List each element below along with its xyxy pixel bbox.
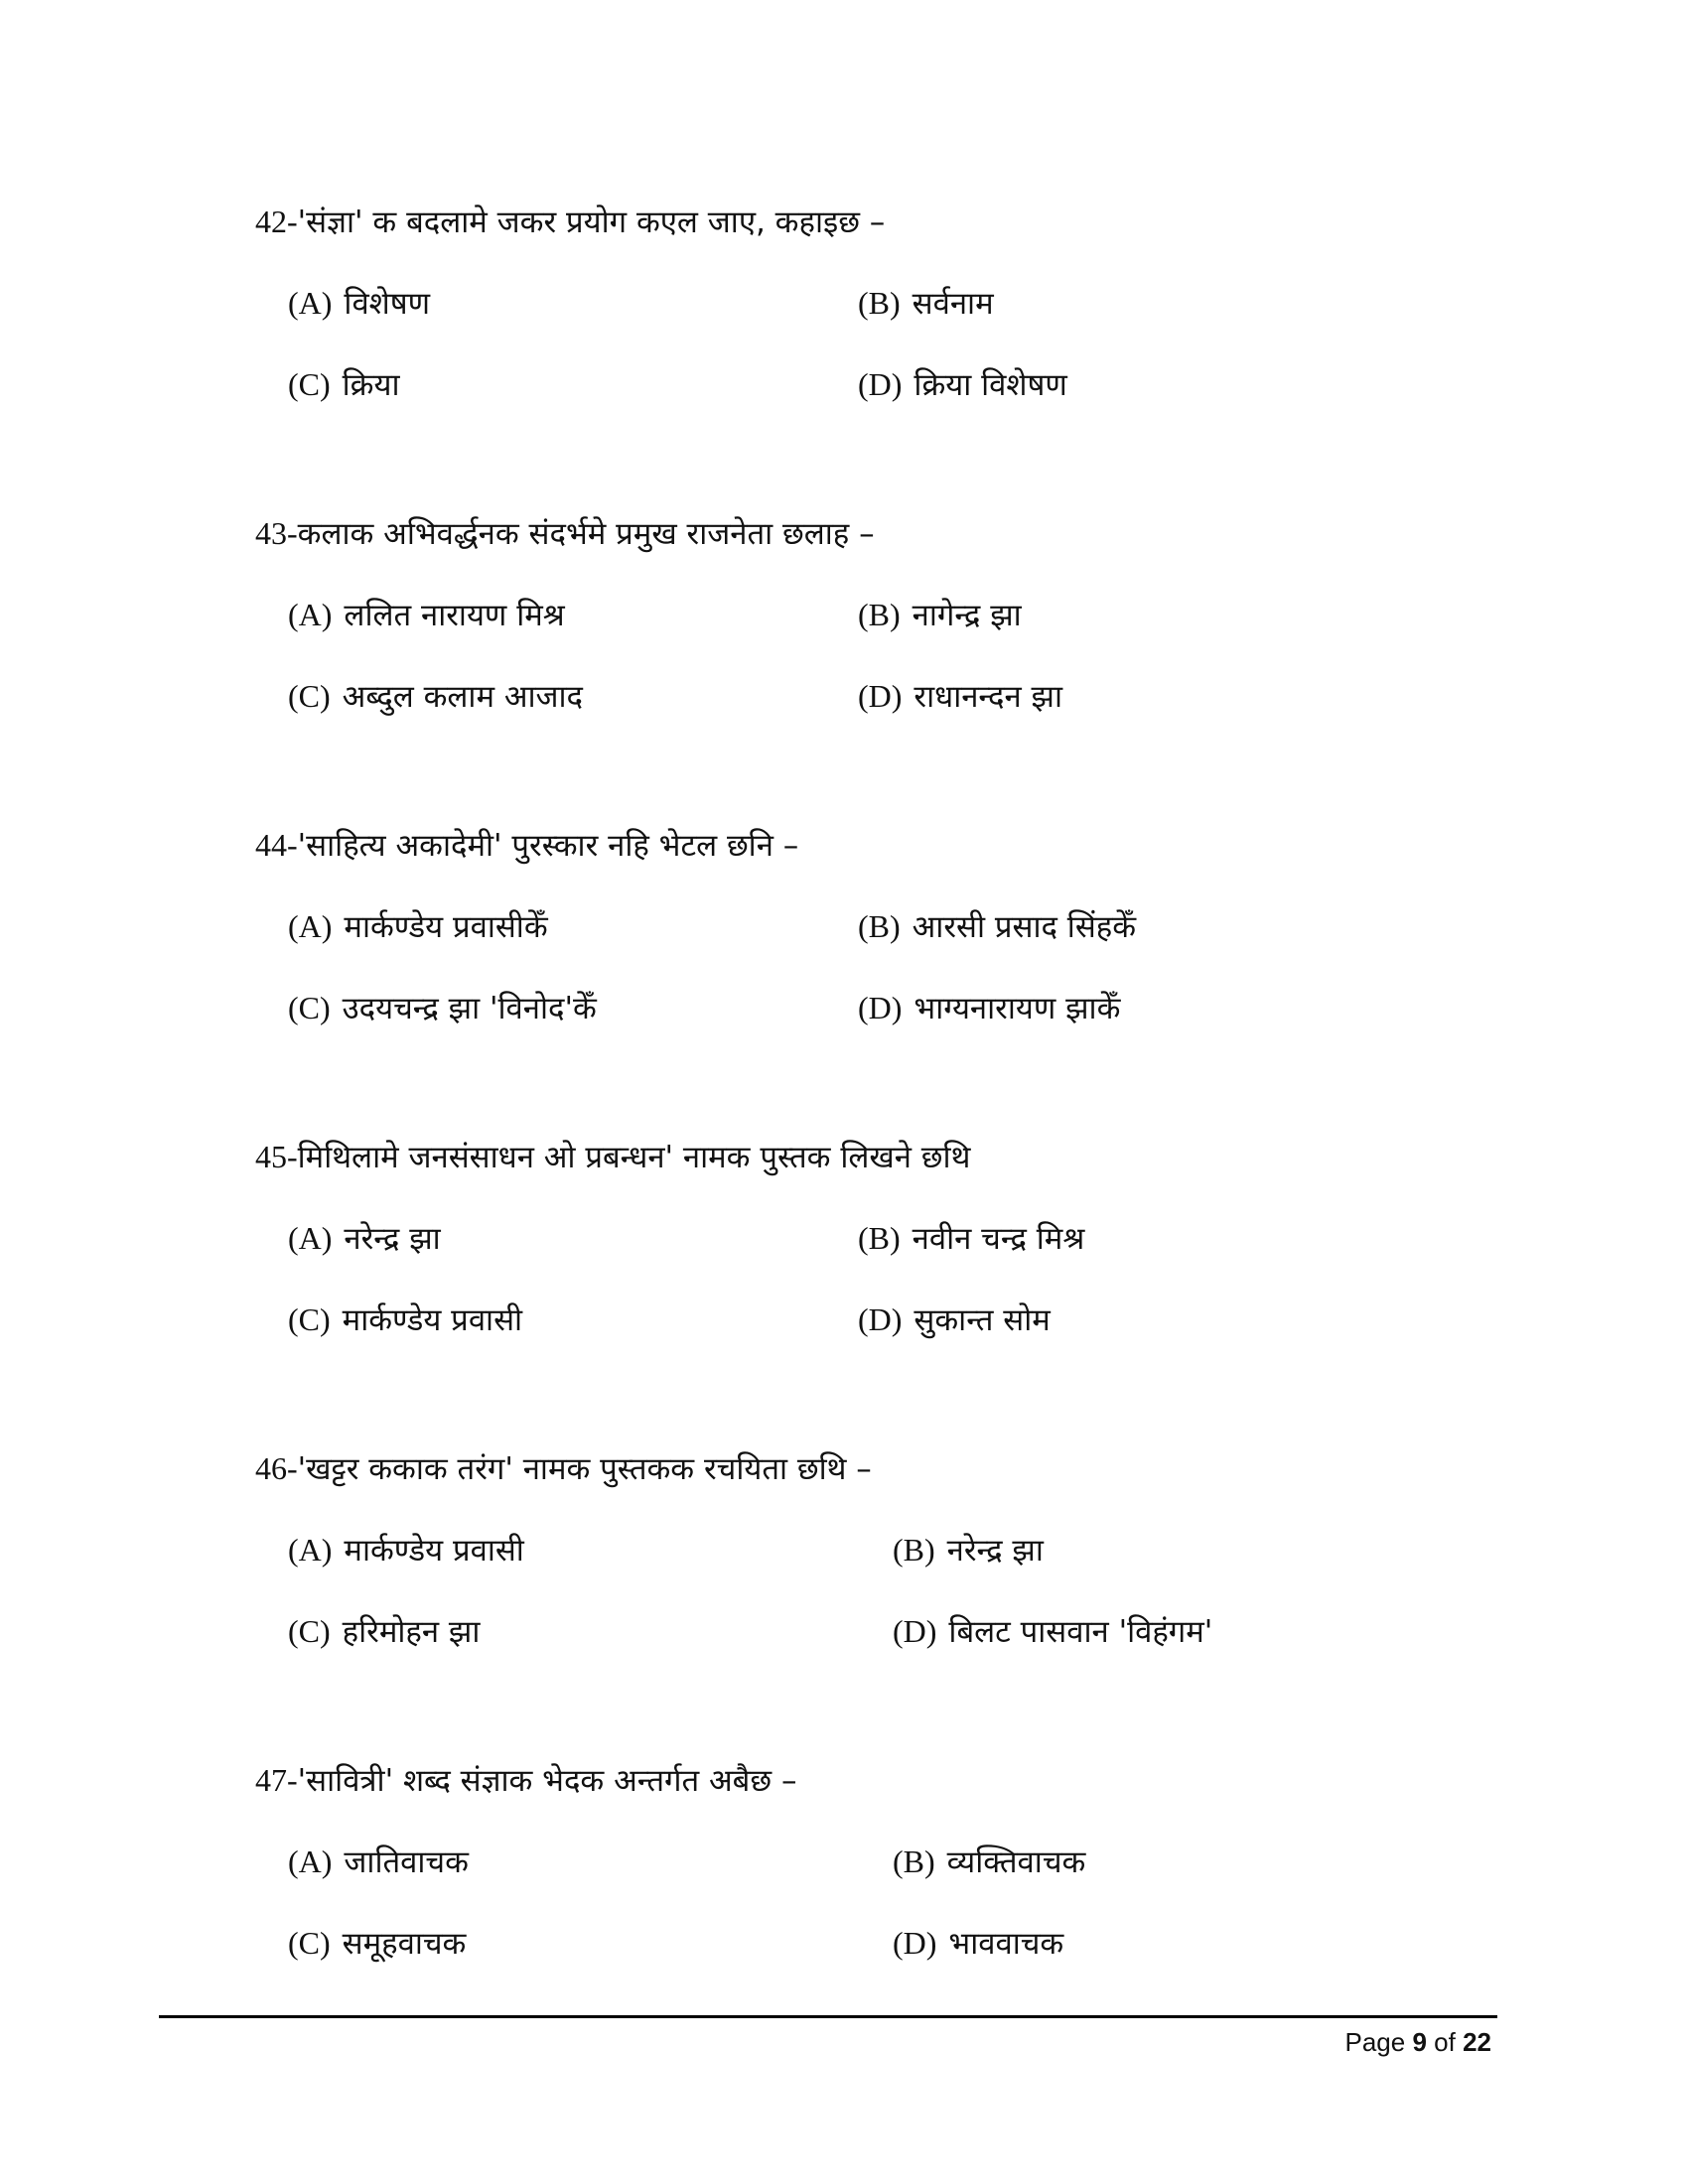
question-number: 43-: [255, 515, 298, 551]
question-prompt: 'साहित्य अकादेमी' पुरस्कार नहि भेटल छनि –: [297, 828, 799, 864]
option-text: मार्कण्डेय प्रवासी: [344, 1533, 524, 1569]
option-label: (D): [893, 1613, 937, 1649]
option-label: (C): [288, 990, 331, 1025]
question-number: 45-: [255, 1139, 298, 1174]
option-label: (C): [288, 678, 331, 714]
option-label: (B): [858, 908, 901, 944]
option-label: (C): [288, 1613, 331, 1649]
option-label: (D): [858, 1301, 903, 1337]
option-label: (A): [288, 597, 333, 632]
option-text: मार्कण्डेय प्रवासी: [342, 1302, 523, 1338]
option-label: (C): [288, 1301, 331, 1337]
option-text: उदयचन्द्र झा 'विनोद'केँ: [342, 991, 597, 1026]
page-current: 9: [1412, 2027, 1427, 2057]
option-b: [893, 1842, 1085, 1882]
option-c: [288, 988, 597, 1028]
option-label: (C): [288, 366, 331, 402]
option-text: सर्वनाम: [912, 286, 994, 322]
option-text: क्रिया विशेषण: [914, 367, 1067, 403]
option-label: (A): [288, 908, 333, 944]
option-label: (B): [893, 1532, 935, 1568]
option-d: [858, 988, 1120, 1028]
page-number: [1344, 2027, 1491, 2058]
option-b: [893, 1530, 1044, 1570]
option-label: (D): [858, 990, 903, 1025]
option-text: जातिवाचक: [344, 1844, 469, 1880]
option-text: राधानन्दन झा: [914, 679, 1062, 715]
page-prefix: Page: [1344, 2027, 1406, 2057]
option-text: नागेन्द्र झा: [912, 598, 1022, 633]
option-c: [288, 364, 400, 405]
option-text: ललित नारायण मिश्र: [344, 598, 565, 633]
option-text: भाववाचक: [948, 1926, 1064, 1962]
question-number: 44-: [255, 827, 298, 863]
option-a: [288, 595, 565, 635]
option-label: (B): [858, 597, 901, 632]
option-c: [288, 676, 583, 717]
option-label: (B): [858, 1220, 901, 1256]
question-prompt: 'खट्टर ककाक तरंग' नामक पुस्तकक रचयिता छथि –: [297, 1451, 872, 1487]
option-text: नरेन्द्र झा: [946, 1533, 1044, 1569]
option-label: (C): [288, 1925, 331, 1961]
question-prompt: 'संज्ञा' क बदलामे जकर प्रयोग कएल जाए, कहाइछ –: [297, 205, 886, 240]
option-text: भाग्यनारायण झाकेँ: [914, 991, 1121, 1026]
option-d: [858, 676, 1062, 717]
option-text: बिलट पासवान 'विहंगम': [948, 1614, 1213, 1650]
question-text: [255, 1137, 970, 1177]
option-b: [858, 283, 994, 324]
option-a: [288, 1218, 441, 1259]
option-label: (A): [288, 1532, 333, 1568]
option-text: हरिमोहन झा: [342, 1614, 481, 1650]
option-text: मार्कण्डेय प्रवासीकेँ: [344, 909, 548, 945]
option-text: आरसी प्रसाद सिंहकेँ: [912, 909, 1137, 945]
option-label: (D): [858, 678, 903, 714]
option-text: नवीन चन्द्र मिश्र: [912, 1221, 1085, 1257]
option-label: (B): [893, 1843, 935, 1879]
question-number: 47-: [255, 1762, 298, 1798]
option-c: [288, 1923, 466, 1964]
question-text: [255, 202, 885, 242]
footer-divider: [159, 2015, 1497, 2018]
question-number: 46-: [255, 1450, 298, 1486]
page-of: of: [1434, 2027, 1456, 2057]
question-prompt: कलाक अभिवर्द्धनक संदर्भमे प्रमुख राजनेता छलाह –: [297, 516, 875, 552]
option-d: [858, 364, 1067, 405]
option-b: [858, 906, 1136, 947]
option-b: [858, 595, 1022, 635]
question-text: [255, 1760, 796, 1801]
question-text: [255, 1448, 872, 1489]
option-label: (A): [288, 285, 333, 321]
option-label: (D): [893, 1925, 937, 1961]
option-text: सुकान्त सोम: [914, 1302, 1051, 1338]
question-prompt: 'सावित्री' शब्द संज्ञाक भेदक अन्तर्गत अबैछ –: [297, 1763, 797, 1799]
option-text: नरेन्द्र झा: [344, 1221, 441, 1257]
option-text: समूहवाचक: [342, 1926, 467, 1962]
option-label: (A): [288, 1843, 333, 1879]
question-prompt: मिथिलामे जनसंसाधन ओ प्रबन्धन' नामक पुस्तक लिखने छथि: [297, 1140, 971, 1175]
option-label: (A): [288, 1220, 333, 1256]
option-text: क्रिया: [342, 367, 400, 403]
option-d: [858, 1299, 1051, 1340]
option-text: अब्दुल कलाम आजाद: [342, 679, 584, 715]
option-c: [288, 1611, 480, 1652]
option-c: [288, 1299, 522, 1340]
option-a: [288, 1842, 469, 1882]
option-d: [893, 1611, 1212, 1652]
option-d: [893, 1923, 1063, 1964]
option-label: (B): [858, 285, 901, 321]
option-a: [288, 906, 548, 947]
question-text: [255, 513, 875, 554]
question-number: 42-: [255, 204, 298, 239]
question-text: [255, 825, 798, 866]
option-text: व्यक्तिवाचक: [946, 1844, 1086, 1880]
option-text: विशेषण: [344, 286, 431, 322]
option-label: (D): [858, 366, 903, 402]
option-a: [288, 283, 430, 324]
page-total: 22: [1463, 2027, 1491, 2057]
option-b: [858, 1218, 1084, 1259]
option-a: [288, 1530, 524, 1570]
